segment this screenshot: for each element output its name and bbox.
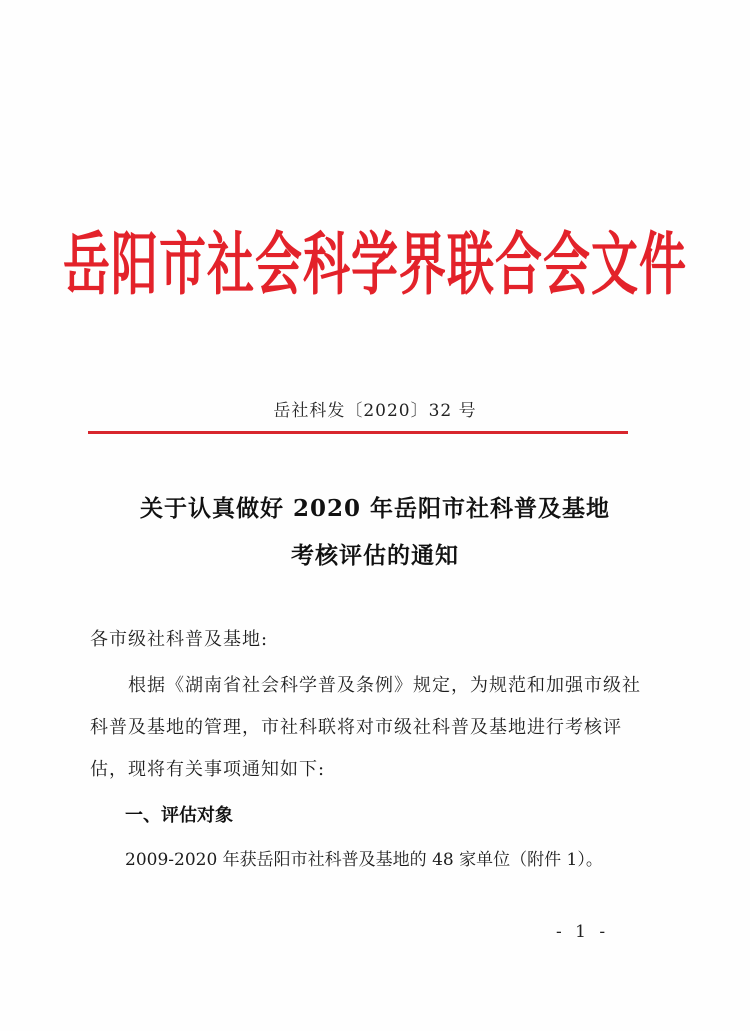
document-number: 岳社科发〔2020〕32 号 [273, 401, 477, 421]
page-number: - 1 - [556, 922, 610, 942]
section-heading-1: 一、评估对象 [125, 805, 233, 826]
notice-title-line-1: 关于认真做好 2020 年岳阳市社科普及基地 [139, 495, 611, 522]
section-body-1: 2009-2020 年获岳阳市社科普及基地的 48 家单位（附件 1）。 [125, 850, 603, 870]
notice-title-line-2: 考核评估的通知 [291, 542, 459, 569]
salutation: 各市级社科普及基地: [90, 629, 269, 650]
body-paragraph-1: 根据《湖南省社会科学普及条例》规定，为规范和加强市级社科普及基地的管理，市社科联将对市级社科普及基地进行考核评估，现将有关事项通知如下: [90, 675, 641, 780]
red-divider-rule [88, 431, 628, 434]
masthead-title: 岳阳市社会科学界联合会文件 [63, 225, 687, 306]
